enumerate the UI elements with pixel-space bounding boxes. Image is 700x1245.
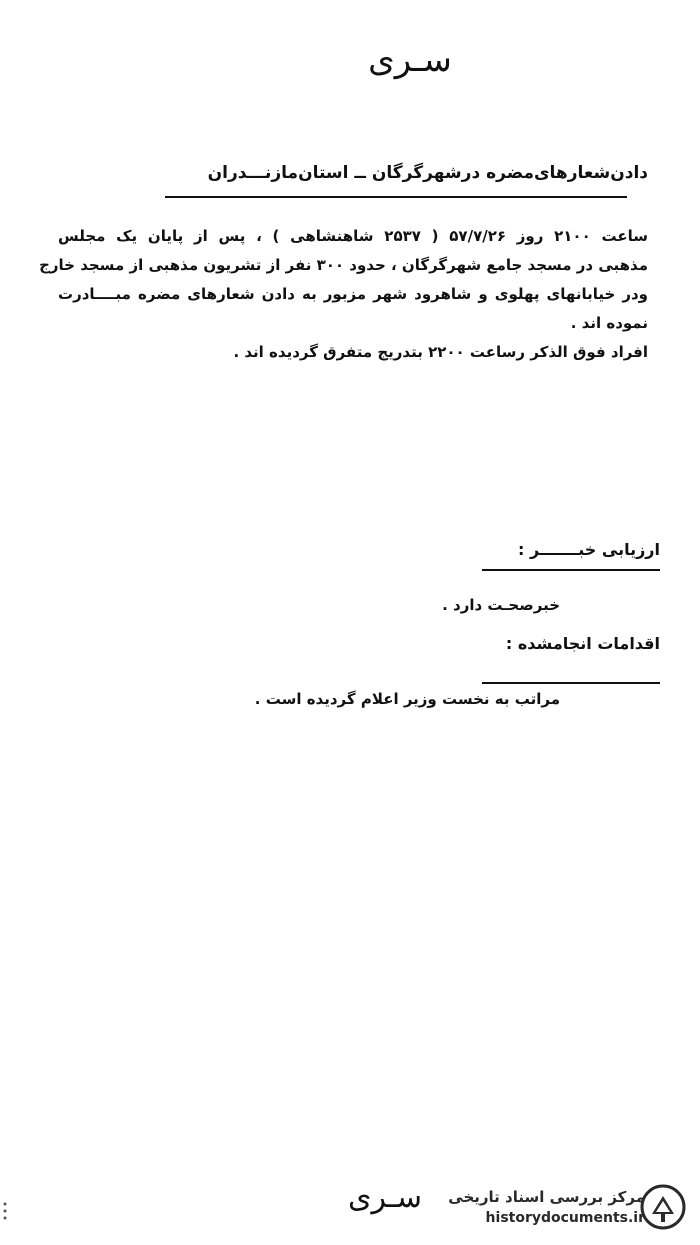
- archive-watermark: [445, 1186, 645, 1228]
- body-line: افراد فوق الذکر رساعت ۲۲۰۰ بتدریج متفرق گردیده اند .: [233, 343, 648, 361]
- book-emblem-icon: [640, 1184, 686, 1230]
- body-line: ساعت ۲۱۰۰ روز ۵۷/۷/۲۶ ( ۲۵۳۷ شاهنشاهی ) ، پس از پایان یک مجلس: [58, 227, 648, 245]
- document-body: [39, 222, 648, 367]
- actions-text: مراتب به نخست وزیر اعلام گردیده است .: [254, 690, 560, 708]
- archive-name: مرکز بررسی اسناد تاریخی: [448, 1188, 645, 1206]
- archive-url: historydocuments.ir: [485, 1210, 645, 1226]
- actions-underline: [482, 682, 660, 684]
- scan-edge-mark: [2, 1200, 8, 1222]
- body-line: نموده اند .: [570, 314, 648, 332]
- body-line: مذهبی در مسجد جامع شهرگرگان ، حدود ۳۰۰ نفر از تشریون مذهبی از مسجد خارج: [39, 256, 648, 274]
- classification-stamp-top: سـری: [368, 40, 452, 80]
- subject-underline: [165, 196, 627, 198]
- body-line: ودر خیابانهای پهلوی و شاهرود شهر مزبور به دادن شعارهای مضره مبــــادرت: [58, 285, 648, 303]
- evaluation-heading: ارزیابی خبـــــــر :: [518, 540, 660, 559]
- actions-heading: اقدامات انجامشده :: [505, 634, 660, 653]
- document-subject: دادن‌شعارهای‌مضره درشهرگرگان ــ استان‌مازنـــدران: [207, 163, 648, 183]
- evaluation-underline: [482, 569, 660, 571]
- classification-stamp-bottom: سـری: [348, 1180, 422, 1215]
- evaluation-text: خبرصحـت دارد .: [442, 596, 560, 614]
